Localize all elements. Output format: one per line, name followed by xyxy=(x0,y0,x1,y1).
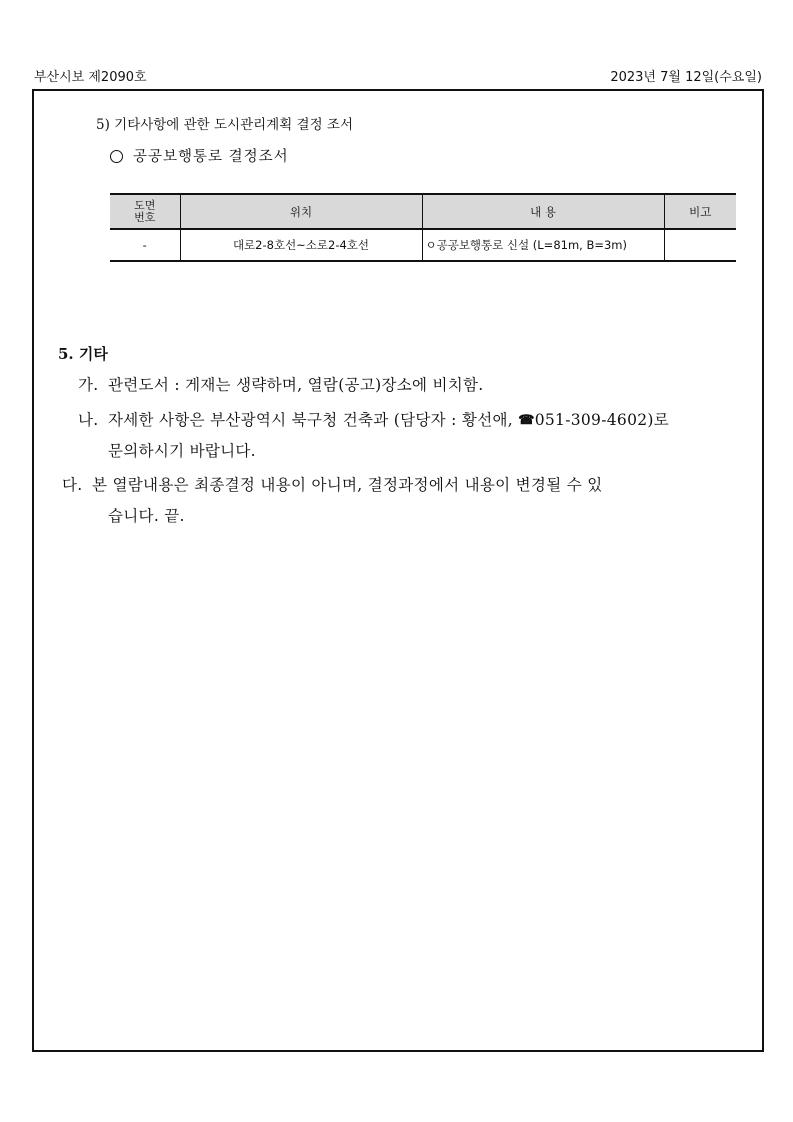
header-drawing-no-line2: 번호 xyxy=(134,210,156,224)
cell-content: ㅇ공공보행통로 신설 (L=81m, B=3m) xyxy=(422,229,664,261)
subsection-title: 5) 기타사항에 관한 도시관리계획 결정 조서 xyxy=(96,117,354,133)
list-item xyxy=(62,471,738,500)
list-item xyxy=(78,406,738,435)
header-location: 위치 xyxy=(180,194,422,229)
item-label: 가. xyxy=(78,376,99,394)
document-frame xyxy=(32,89,764,1052)
cell-remark xyxy=(664,229,736,261)
item-text: 관련도서 : 게재는 생략하며, 열람(공고)장소에 비치함. xyxy=(108,376,484,394)
item-label: 나. xyxy=(78,411,99,429)
table-header-row xyxy=(110,194,736,229)
list-item xyxy=(78,371,484,400)
section-title: 5. 기타 xyxy=(58,345,108,363)
cell-location: 대로2-8호선~소로2-4호선 xyxy=(180,229,422,261)
gazette-issue: 부산시보 제2090호 xyxy=(34,70,147,85)
telephone-icon: ☎ xyxy=(518,413,535,428)
item-label: 다. xyxy=(62,476,83,494)
cell-drawing-no: - xyxy=(110,229,180,261)
table-row xyxy=(110,229,736,261)
decision-table xyxy=(110,193,736,262)
list-item-continuation: 문의하시기 바랍니다. xyxy=(108,442,256,460)
header-content: 내 용 xyxy=(422,194,664,229)
list-item-continuation: 습니다. 끝. xyxy=(108,507,185,525)
phone-number: 051-309-4602)로 xyxy=(534,411,670,429)
header-drawing-no-line1: 도면 xyxy=(134,198,156,212)
item-text: 자세한 사항은 부산광역시 북구청 건축과 (담당자 : 황선애, xyxy=(108,411,519,429)
publication-date: 2023년 7월 12일(수요일) xyxy=(610,70,762,85)
header-remark: 비고 xyxy=(664,194,736,229)
circle-bullet-icon xyxy=(110,150,123,163)
circle-title xyxy=(110,145,289,166)
item-text: 본 열람내용은 최종결정 내용이 아니며, 결정과정에서 내용이 변경될 수 있 xyxy=(92,476,603,494)
header-drawing-no xyxy=(110,194,180,229)
page-header xyxy=(34,67,762,89)
circle-title-text: 공공보행통로 결정조서 xyxy=(133,149,289,165)
